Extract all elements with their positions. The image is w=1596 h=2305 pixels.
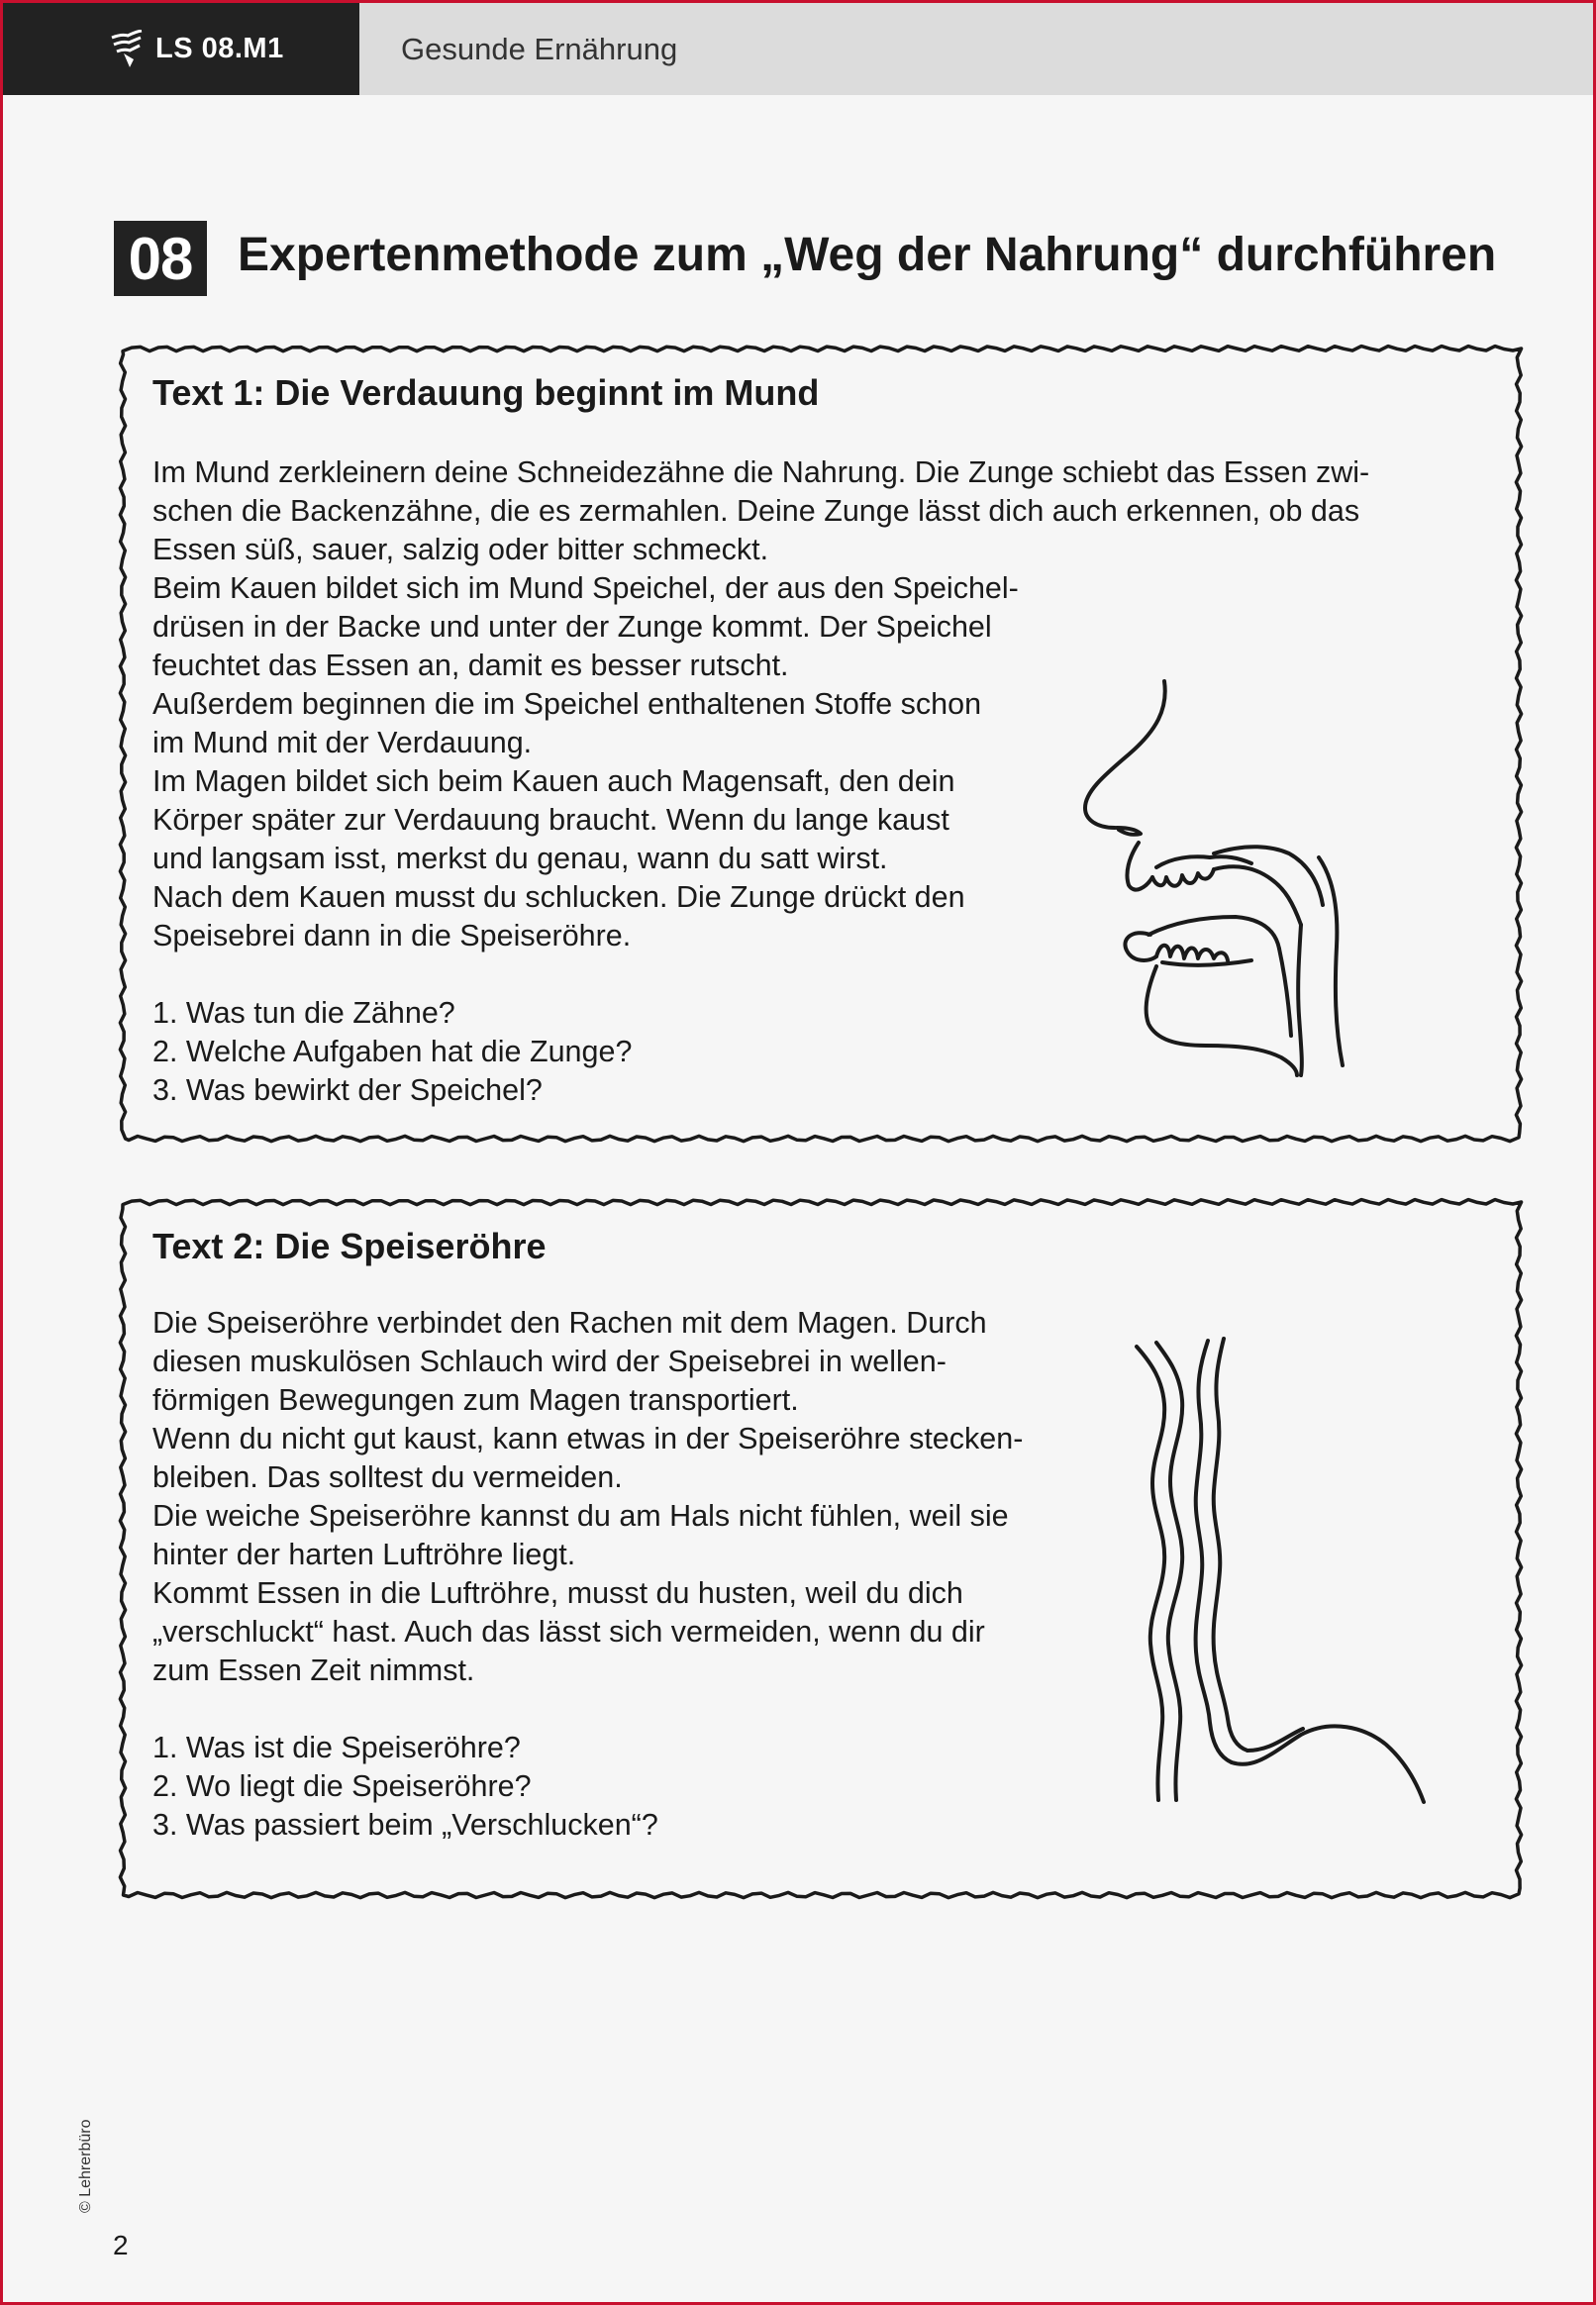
text1-line: drüsen in der Backe und unter der Zunge kommt. Der Speichel [152,610,992,644]
text1-line: Speisebrei dann in die Speiseröhre. [152,919,632,952]
header-bar [3,3,1593,95]
text1-question: 3. Was bewirkt der Speichel? [152,1073,543,1107]
text2-line: zum Essen Zeit nimmst. [152,1654,475,1687]
text1-line: und langsam isst, merkst du genau, wann du satt wirst. [152,842,888,875]
text2-line: förmigen Bewegungen zum Magen transportiert. [152,1383,799,1417]
text2-box [117,1196,1525,1901]
text2-question: 1. Was ist die Speiseröhre? [152,1731,521,1764]
text1-line: Beim Kauen bildet sich im Mund Speichel, der aus den Speichel- [152,571,1019,605]
text2-line: Die Speiseröhre verbindet den Rachen mit dem Magen. Durch [152,1306,987,1340]
text2-line: bleiben. Das solltest du vermeiden. [152,1460,623,1494]
copyright-note: © Lehrerbüro [77,2119,94,2213]
text2-question: 2. Wo liegt die Speiseröhre? [152,1769,532,1803]
text2-heading: Text 2: Die Speiseröhre [152,1226,547,1266]
text2-line: hinter der harten Luftröhre liegt. [152,1538,576,1571]
text1-question: 1. Was tun die Zähne? [152,996,455,1030]
text2-line: Wenn du nicht gut kaust, kann etwas in der Speiseröhre stecken- [152,1422,1024,1455]
page-number: 2 [113,2230,129,2260]
text1-question: 2. Welche Aufgaben hat die Zunge? [152,1035,633,1068]
text1-line: Essen süß, sauer, salzig oder bitter schmeckt. [152,533,769,566]
text1-line: Im Mund zerkleinern deine Schneidezähne die Nahrung. Die Zunge schiebt das Essen zwi- [152,455,1370,489]
text1-line: Nach dem Kauen musst du schlucken. Die Zunge drückt den [152,880,965,914]
mouth-profile-illustration [1077,669,1394,1085]
text1-box [117,343,1525,1145]
text1-line: Im Magen bildet sich beim Kauen auch Magensaft, den dein [152,764,955,798]
section-title: Expertenmethode zum „Weg der Nahrung“ durchführen [238,229,1497,281]
material-code: LS 08.M1 [155,33,284,64]
text2-line: Kommt Essen in die Luftröhre, musst du husten, weil du dich [152,1576,963,1610]
text1-heading: Text 1: Die Verdauung beginnt im Mund [152,372,820,413]
text2-line: „verschluckt“ hast. Auch das lässt sich vermeiden, wenn du dir [152,1615,985,1649]
esophagus-illustration [1127,1335,1453,1830]
header-code-block [3,3,359,95]
text1-line: feuchtet das Essen an, damit es besser rutscht. [152,649,789,682]
stacked-wave-logo-icon [110,30,144,69]
section-number: 08 [114,221,207,296]
text2-question: 3. Was passiert beim „Verschlucken“? [152,1808,658,1842]
text2-line: diesen muskulösen Schlauch wird der Speisebrei in wellen- [152,1345,947,1378]
text1-line: schen die Backenzähne, die es zermahlen. Deine Zunge lässt dich auch erkennen, ob das [152,494,1360,528]
text1-line: Außerdem beginnen die im Speichel enthaltenen Stoffe schon [152,687,982,721]
text1-line: im Mund mit der Verdauung. [152,726,533,759]
text1-line: Körper später zur Verdauung braucht. Wenn du lange kaust [152,803,949,837]
header-title: Gesunde Ernährung [401,31,678,66]
text2-line: Die weiche Speiseröhre kannst du am Hals nicht fühlen, weil sie [152,1499,1009,1533]
